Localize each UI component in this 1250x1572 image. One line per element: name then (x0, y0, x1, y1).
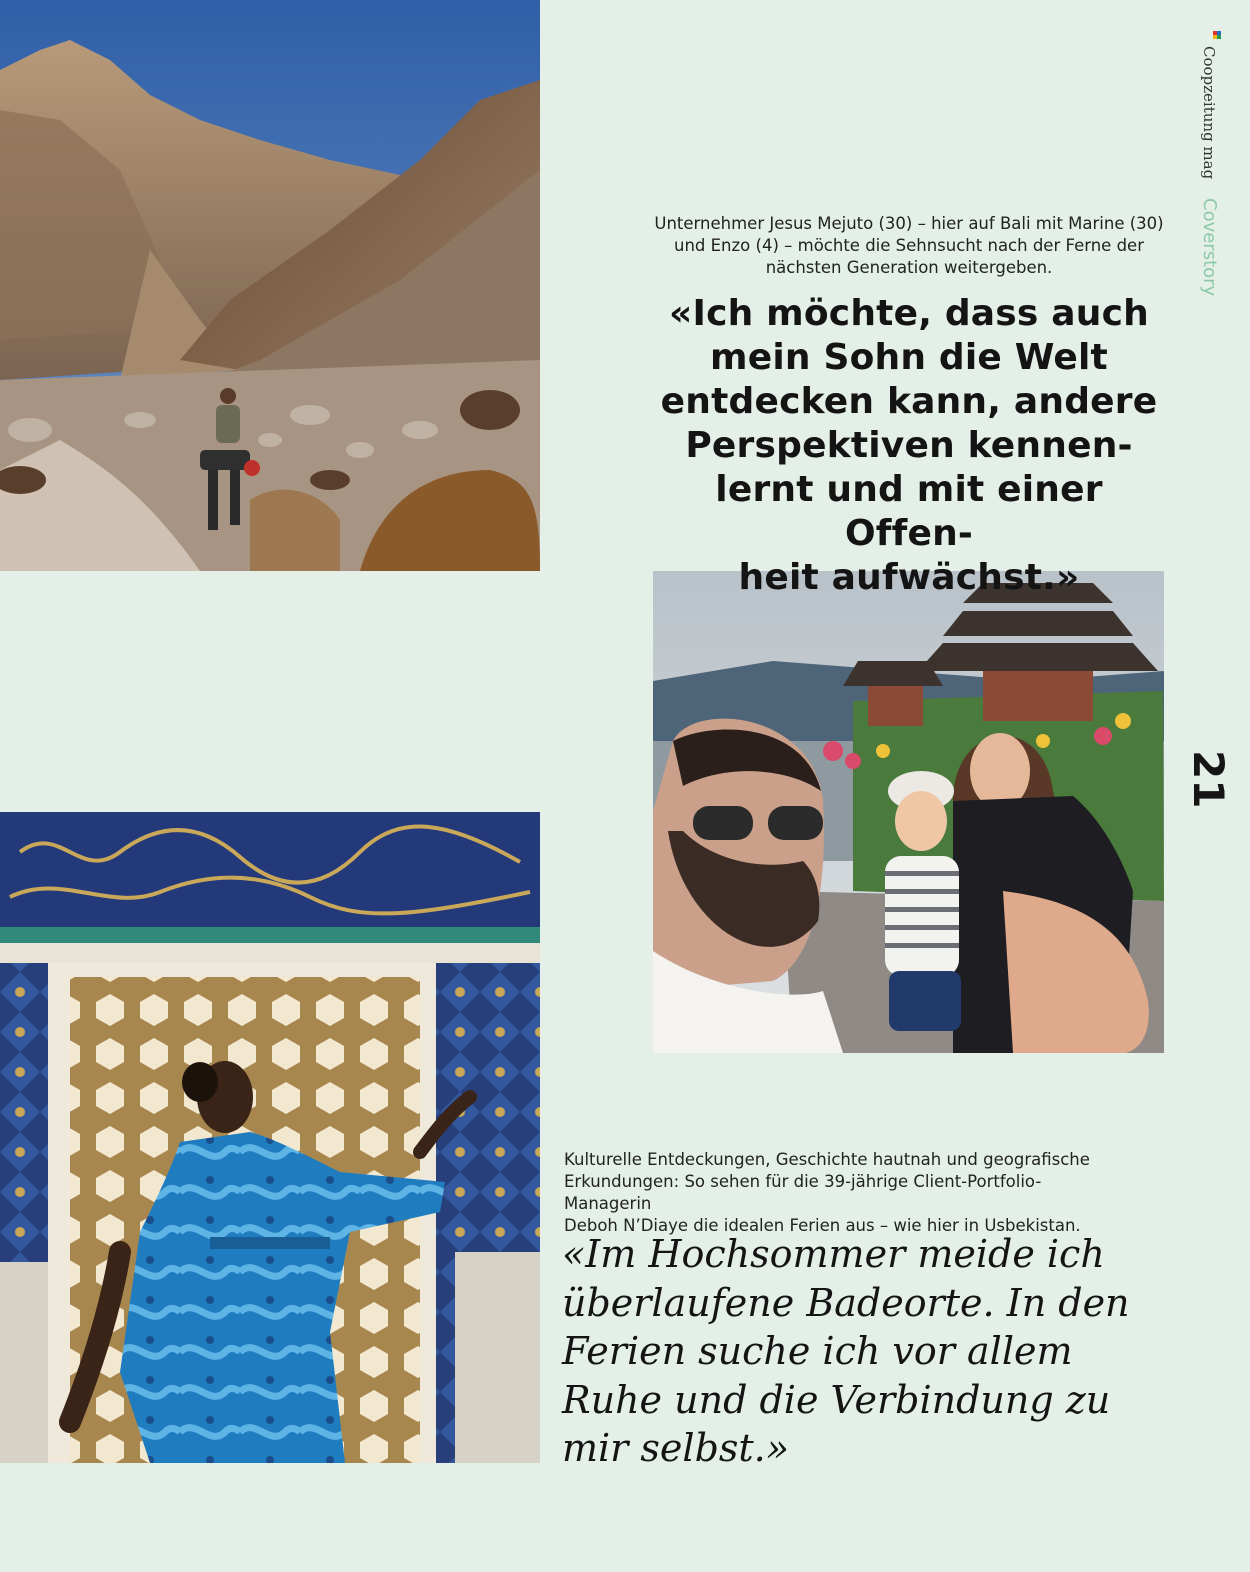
quote-line: überlaufene Badeorte. In den (562, 1280, 1130, 1325)
quote-line: Perspektiven kennen- (685, 425, 1133, 466)
coop-logo-icon (1213, 31, 1221, 39)
section-label: Coverstory (1199, 198, 1220, 297)
quote-line: «Im Hochsommer meide ich (562, 1232, 1105, 1276)
pull-quote-jesus (652, 292, 1166, 600)
caption-line: Erkundungen: So sehen für die 39-jährige Client-Portfolio-Managerin (564, 1172, 1042, 1213)
quote-line: lernt und mit einer Offen- (715, 469, 1103, 554)
quote-line: mein Sohn die Welt (710, 337, 1108, 378)
bali-family-selfie-photo (653, 571, 1164, 1053)
caption-line: Deboh N’Diaye die idealen Ferien aus – wie hier in Usbekistan. (564, 1216, 1081, 1235)
caption-line: Kulturelle Entdeckungen, Geschichte hautnah und geografische (564, 1150, 1090, 1169)
photo-caption-uzbekistan (564, 1149, 1124, 1237)
quote-line: mir selbst.» (562, 1426, 789, 1470)
quote-line: Ferien suche ich vor allem (562, 1329, 1073, 1373)
mountain-cyclist-photo (0, 0, 540, 571)
photo-caption-bali: Unternehmer Jesus Mejuto (30) – hier auf Bali mit Marine (30) und Enzo (4) – möchte die Sehnsucht nach der Ferne der nächsten Generation weitergeben. (654, 214, 1164, 277)
quote-line: entdecken kann, andere (660, 381, 1158, 422)
page-number: 21 (1184, 750, 1233, 809)
quote-line: Ruhe und die Verbindung zu (562, 1377, 1111, 1422)
uzbekistan-woman-photo (0, 812, 540, 1463)
quote-line: «Ich möchte, dass auch (669, 293, 1149, 334)
quote-line: heit aufwächst.» (738, 557, 1080, 598)
pull-quote-deboh (562, 1230, 1202, 1473)
magazine-name: Coopzeitung mag (1200, 46, 1218, 180)
